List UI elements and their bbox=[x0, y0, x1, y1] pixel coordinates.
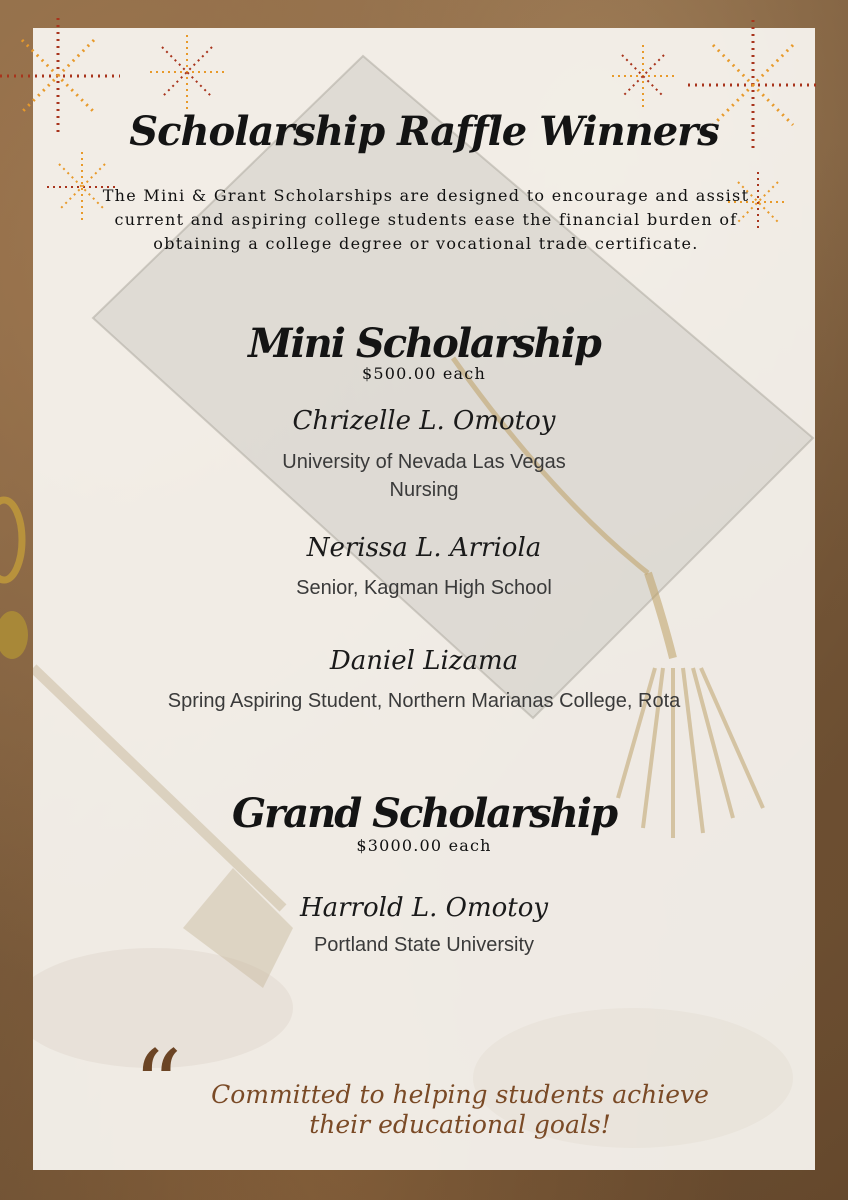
mini-scholarship-title: Mini Scholarship bbox=[248, 320, 600, 367]
winner-name: Chrizelle L. Omotoy bbox=[292, 406, 556, 436]
page-title: Scholarship Raffle Winners bbox=[129, 108, 719, 155]
sparkle-icon bbox=[612, 45, 674, 107]
winner-name: Nerissa L. Arriola bbox=[306, 533, 542, 563]
intro-paragraph: The Mini & Grant Scholarships are designed to encourage and assist current and aspiring college students ease the financial burden of obtaining a college degree or vocational trade certificate. bbox=[102, 186, 750, 253]
winner-detail: Spring Aspiring Student, Northern Marianas College, Rota bbox=[167, 690, 681, 712]
winner-name: Daniel Lizama bbox=[329, 646, 519, 676]
winner-detail: Nursing bbox=[389, 479, 459, 501]
grand-scholarship-title: Grand Scholarship bbox=[231, 790, 617, 837]
winner-detail: Senior, Kagman High School bbox=[296, 577, 552, 599]
quote-icon: “ bbox=[133, 1030, 183, 1142]
grand-scholarship-amount: $3000.00 each bbox=[356, 836, 492, 855]
winner-detail: Portland State University bbox=[313, 934, 535, 956]
mini-scholarship-amount: $500.00 each bbox=[362, 364, 486, 383]
winner-name: Harrold L. Omotoy bbox=[299, 893, 549, 923]
sparkle-icon bbox=[150, 35, 225, 110]
winner-detail: University of Nevada Las Vegas bbox=[282, 451, 566, 473]
motto-text: Committed to helping students achieve their educational goals! bbox=[211, 1080, 709, 1139]
